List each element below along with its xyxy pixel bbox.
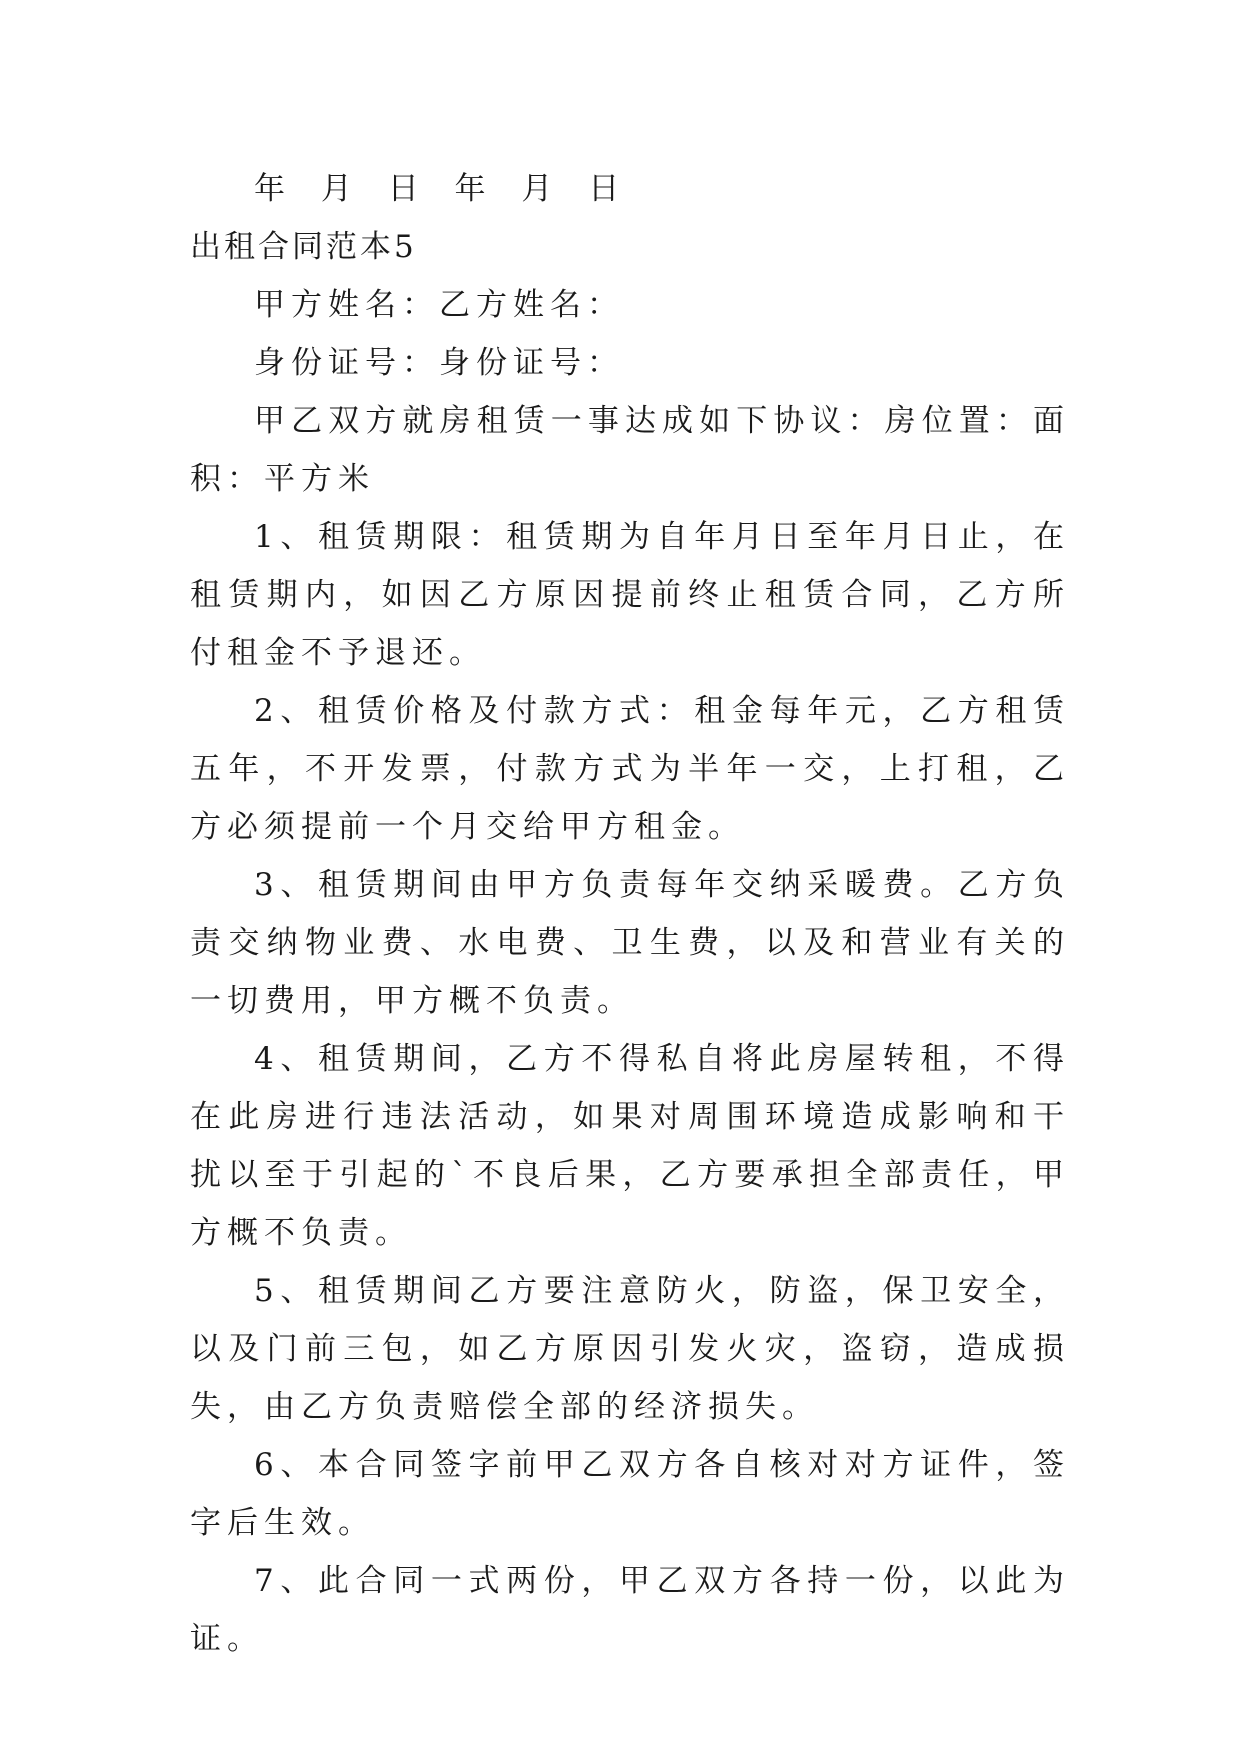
document-title: 出租合同范本5 — [190, 229, 417, 265]
clause-6: 6、本合同签字前甲乙双方各自核对对方证件，签字后生效。 — [190, 1447, 1070, 1541]
id-numbers-line: 身份证号：身份证号： — [254, 345, 624, 381]
clause-4: 4、租赁期间，乙方不得私自将此房屋转租，不得在此房进行违法活动，如果对周围环境造成影响和干扰以至于引起的`不良后果，乙方要承担全部责任，甲方概不负责。 — [190, 1041, 1070, 1251]
clause-3: 3、租赁期间由甲方负责每年交纳采暖费。乙方负责交纳物业费、水电费、卫生费，以及和营业有关的一切费用，甲方概不负责。 — [190, 867, 1070, 1019]
agreement-intro: 甲乙双方就房租赁一事达成如下协议：房位置：面积：平方米 — [190, 403, 1070, 497]
signature-date-line: 年 月 日 年 月 日 — [254, 171, 626, 207]
party-names-line: 甲方姓名：乙方姓名： — [254, 287, 624, 323]
clause-5: 5、租赁期间乙方要注意防火，防盗，保卫安全，以及门前三包，如乙方原因引发火灾，盗窃，造成损失，由乙方负责赔偿全部的经济损失。 — [190, 1273, 1070, 1425]
clause-7: 7、此合同一式两份，甲乙双方各持一份，以此为证。 — [190, 1563, 1070, 1657]
clause-2: 2、租赁价格及付款方式：租金每年元，乙方租赁五年，不开发票，付款方式为半年一交，上打租，乙方必须提前一个月交给甲方租金。 — [190, 693, 1070, 845]
clause-1: 1、租赁期限：租赁期为自年月日至年月日止，在租赁期内，如因乙方原因提前终止租赁合同，乙方所付租金不予退还。 — [190, 519, 1070, 671]
document-body — [190, 160, 1070, 1668]
